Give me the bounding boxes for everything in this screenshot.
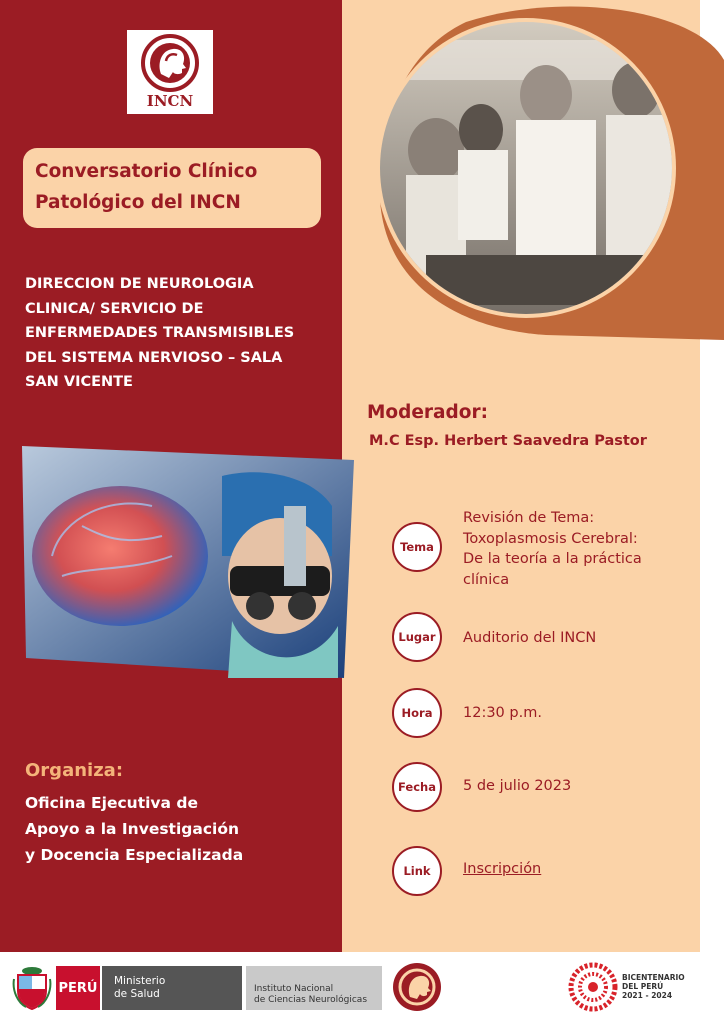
title-line-1: Conversatorio Clínico [35, 161, 258, 182]
event-title [23, 148, 321, 228]
moderator-name: M.C Esp. Herbert Saavedra Pastor [369, 433, 647, 449]
bicentenario-line: 2021 - 2024 [622, 991, 673, 1000]
moderator-label: Moderador: [367, 402, 488, 423]
incn-footer-logo-icon [392, 962, 442, 1012]
direction-line: CLINICA/ SERVICIO DE [25, 300, 204, 317]
head-emblem-icon [139, 34, 201, 92]
tema-line: De la teoría a la práctica [463, 551, 642, 567]
peru-coat-of-arms-icon [12, 965, 52, 1010]
peru-brand: PERÚ [56, 966, 100, 1010]
brain-surgeon-image [22, 446, 354, 678]
ministerio-line: de Salud [114, 988, 160, 1000]
organiza-line: Oficina Ejecutiva de [25, 794, 198, 812]
direction-line: DIRECCION DE NEUROLOGIA [25, 276, 254, 292]
link-badge: Link [392, 846, 442, 896]
organiza-line: Apoyo a la Investigación [25, 820, 240, 838]
lugar-badge: Lugar [392, 612, 442, 662]
tema-text [463, 508, 683, 590]
title-line-2: Patológico del INCN [35, 192, 241, 213]
instituto-line: de Ciencias Neurológicas [254, 995, 368, 1005]
bicentenario-line: BICENTENARIO [622, 973, 685, 982]
instituto-line: Instituto Nacional [254, 984, 334, 994]
incn-logo [127, 30, 213, 114]
tema-line: Toxoplasmosis Cerebral: [463, 530, 638, 547]
instituto-label [246, 966, 382, 1010]
tema-line: clínica [463, 571, 510, 588]
fecha-value: 5 de julio 2023 [463, 778, 572, 794]
hora-value: 12:30 p.m. [463, 705, 542, 721]
bicentenario-emblem-icon [568, 962, 618, 1012]
tema-line: Revisión de Tema: [463, 510, 595, 526]
direction-line: ENFERMEDADES TRANSMISIBLES [25, 325, 295, 341]
bicentenario-label [622, 973, 685, 1000]
direction-line: DEL SISTEMA NERVIOSO – SALA [25, 349, 283, 366]
logo-text: INCN [146, 92, 194, 110]
hora-badge: Hora [392, 688, 442, 738]
organiza-line: y Docencia Especializada [25, 846, 244, 864]
registration-link[interactable]: Inscripción [463, 861, 542, 877]
direction-text [25, 272, 330, 395]
ministerio-salud-label [100, 966, 242, 1010]
ministerio-line: Ministerio [114, 975, 166, 987]
lugar-value: Auditorio del INCN [463, 630, 597, 646]
tema-badge: Tema [392, 522, 442, 572]
historic-doctors-photo [366, 0, 724, 340]
fecha-badge: Fecha [392, 762, 442, 812]
direction-line: SAN VICENTE [25, 374, 133, 390]
organiza-text [25, 790, 325, 868]
organiza-label: Organiza: [25, 760, 124, 781]
bicentenario-line: DEL PERÚ [622, 982, 664, 991]
